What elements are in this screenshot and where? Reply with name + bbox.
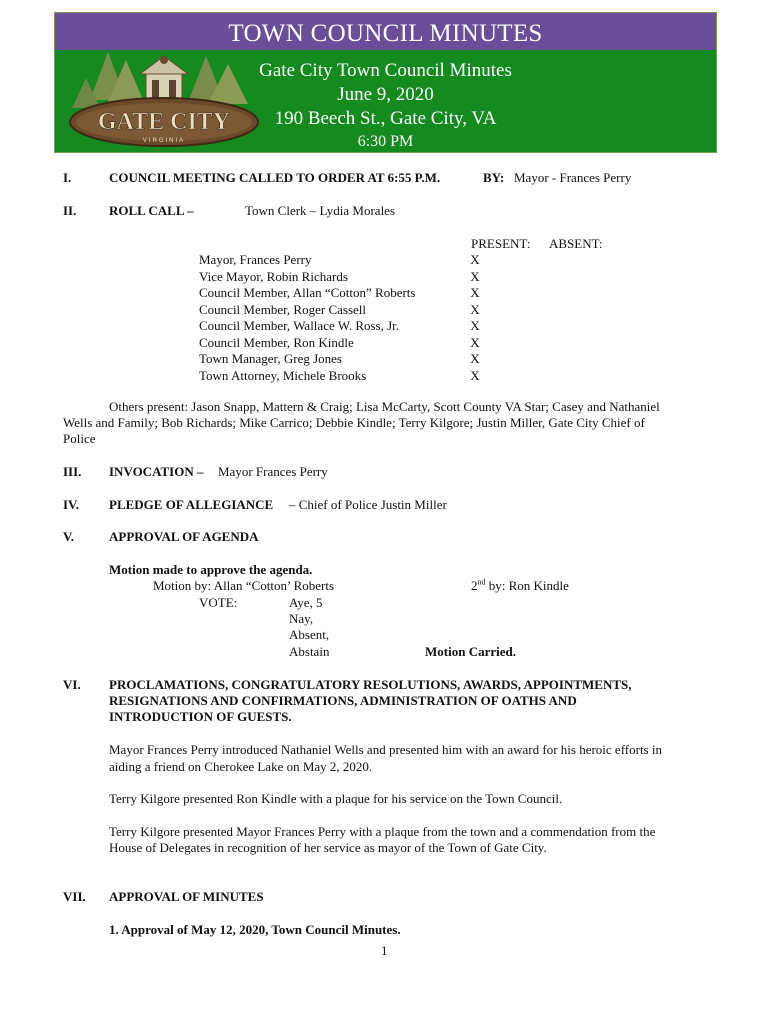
- roll-row: [199, 285, 499, 302]
- section-4-heading: PLEDGE OF ALLEGIANCE: [109, 497, 274, 512]
- section-4-number: IV.: [63, 497, 80, 512]
- member-name: Council Member, Wallace W. Ross, Jr.: [199, 318, 400, 333]
- present-mark: X: [470, 252, 480, 267]
- others-present-line-3: Police: [63, 431, 96, 446]
- member-name: Town Attorney, Michele Brooks: [199, 367, 367, 383]
- header-line-1: Gate City Town Council Minutes: [259, 60, 512, 81]
- agenda-motion: Motion made to approve the agenda.: [109, 562, 313, 577]
- logo-text: GATE CITY: [97, 109, 231, 135]
- roll-row: [199, 269, 499, 286]
- section-1-number: I.: [63, 170, 72, 185]
- header-line-4: 6:30 PM: [357, 133, 414, 150]
- paragraph-plaque-kindle: Terry Kilgore presented Ron Kindle with a plaque for his service on the Town Council.: [109, 791, 563, 806]
- member-name: Council Member, Allan “Cotton” Roberts: [199, 285, 416, 300]
- roll-row: [199, 318, 499, 335]
- section-2-number: II.: [63, 203, 77, 218]
- second-prefix: 2: [471, 578, 478, 593]
- roll-row: [199, 335, 499, 352]
- section-6-heading-line-3: INTRODUCTION OF GUESTS.: [109, 709, 292, 724]
- roll-call-list: [199, 252, 499, 384]
- second-name: by: Ron Kindle: [485, 578, 569, 593]
- section-2-heading: ROLL CALL –: [109, 203, 194, 218]
- present-mark: X: [470, 318, 480, 333]
- section-1-heading: COUNCIL MEETING CALLED TO ORDER AT 6:55 P.M.: [109, 170, 441, 185]
- section-3-heading: INVOCATION –: [109, 464, 204, 479]
- vote-label: VOTE:: [199, 595, 238, 610]
- section-3-number: III.: [63, 464, 82, 479]
- paragraph-plaque-mayor-line-2: House of Delegates in recognition of her service as mayor of the Town of Gate City.: [109, 840, 547, 855]
- paragraph-award-line-1: Mayor Frances Perry introduced Nathaniel Wells and presented him with an award for his heroic efforts in: [109, 742, 662, 757]
- vote-abstain: Abstain: [289, 644, 330, 659]
- absent-label: ABSENT:: [549, 236, 603, 251]
- member-name: Council Member, Ron Kindle: [199, 334, 354, 350]
- member-name: Mayor, Frances Perry: [199, 252, 312, 267]
- agenda-second-by: [471, 578, 569, 594]
- section-7-heading: APPROVAL OF MINUTES: [109, 889, 264, 904]
- roll-row: [199, 368, 499, 385]
- roll-row: [199, 252, 499, 269]
- agenda-motion-by: Motion by: Allan “Cotton’ Roberts: [153, 578, 335, 593]
- present-mark: X: [470, 285, 480, 300]
- minutes-item-1: 1. Approval of May 12, 2020, Town Council Minutes.: [109, 922, 401, 937]
- paragraph-plaque-mayor-line-1: Terry Kilgore presented Mayor Frances Perry with a plaque from the town and a commendation from the: [109, 824, 656, 839]
- section-6-number: VI.: [63, 677, 81, 692]
- present-mark: X: [470, 351, 480, 366]
- motion-result: Motion Carried.: [425, 644, 516, 659]
- section-7-number: VII.: [63, 889, 86, 904]
- roll-row: [199, 302, 499, 319]
- member-name: Vice Mayor, Robin Richards: [199, 268, 348, 284]
- town-clerk: Town Clerk – Lydia Morales: [245, 203, 396, 218]
- header-title: TOWN COUNCIL MINUTES: [228, 20, 543, 47]
- roll-row: [199, 351, 499, 368]
- present-label: PRESENT:: [471, 236, 531, 251]
- header-banner: [54, 12, 717, 153]
- section-6-heading-line-1: PROCLAMATIONS, CONGRATULATORY RESOLUTIONS, AWARDS, APPOINTMENTS,: [109, 677, 632, 692]
- section-1-by-label: BY:: [483, 170, 505, 185]
- header-line-2: June 9, 2020: [337, 84, 434, 105]
- vote-nay: Nay,: [289, 611, 314, 626]
- section-5-heading: APPROVAL OF AGENDA: [109, 529, 259, 544]
- present-mark: X: [470, 334, 480, 350]
- member-name: Council Member, Roger Cassell: [199, 301, 367, 317]
- present-mark: X: [470, 268, 480, 284]
- section-1-by-value: Mayor - Frances Perry: [514, 170, 632, 185]
- present-mark: X: [470, 301, 480, 317]
- header-line-3: 190 Beech St., Gate City, VA: [274, 108, 497, 129]
- member-name: Town Manager, Greg Jones: [199, 351, 342, 366]
- vote-aye: Aye, 5: [289, 595, 323, 610]
- logo-subtext: VIRGINIA: [142, 138, 186, 144]
- gate-city-logo: [68, 38, 261, 150]
- others-present-line-1: Others present: Jason Snapp, Mattern & Craig; Lisa McCarty, Scott County VA Star; Casey and Nathaniel: [109, 399, 660, 414]
- invocation-by: Mayor Frances Perry: [218, 464, 328, 479]
- paragraph-award-line-2: aiding a friend on Cherokee Lake on May 2, 2020.: [109, 759, 373, 774]
- vote-absent: Absent,: [289, 627, 330, 642]
- second-suffix: nd: [477, 577, 486, 587]
- page-number: 1: [381, 943, 388, 958]
- section-6-heading-line-2: RESIGNATIONS AND CONFIRMATIONS, ADMINISTRATION OF OATHS AND: [109, 693, 577, 708]
- others-present-line-2: Wells and Family; Bob Richards; Mike Carrico; Debbie Kindle; Terry Kilgore; Justin Miller, Gate City Chief of: [63, 415, 645, 430]
- pledge-by: – Chief of Police Justin Miller: [289, 497, 447, 512]
- section-5-number: V.: [63, 529, 74, 544]
- present-mark: X: [470, 367, 480, 383]
